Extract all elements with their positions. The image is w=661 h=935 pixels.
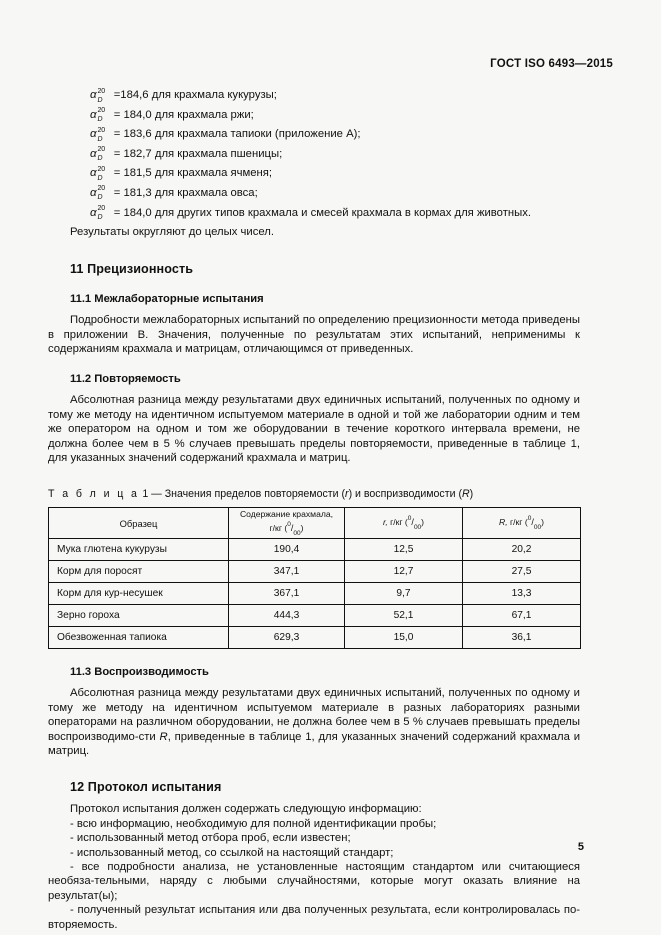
table-header-R-label: R,: [499, 517, 508, 528]
formula-line: [48, 125, 580, 145]
page-number: 5: [577, 841, 584, 853]
formula-line: [48, 86, 580, 106]
table-cell-r: 15,0: [345, 627, 463, 649]
list-item: - полученный результат испытания или два полученных результата, если контролировалась по-вторяемость.: [48, 904, 580, 931]
permille-slash: /: [531, 517, 534, 528]
table-row: [49, 561, 581, 583]
table-cell-R: 36,1: [463, 627, 581, 649]
table-caption-label: Т а б л и ц а: [48, 488, 140, 501]
section-11-2-heading: 11.2 Повторяемость: [70, 373, 181, 386]
formula-text: = 182,7 для крахмала пшеницы;: [113, 147, 283, 160]
alpha-subscript: D: [97, 96, 103, 104]
alpha-subscript: D: [97, 194, 103, 202]
alpha-subscript: D: [97, 214, 103, 222]
section-11-3-italic-R: R: [159, 730, 168, 743]
alpha-subscript: D: [97, 135, 103, 143]
table-caption-italic-r: r: [345, 488, 349, 501]
table-cell-starch: 367,1: [229, 583, 345, 605]
table-cell-sample: Обезвоженная тапиока: [49, 627, 229, 649]
permille-close-paren: ): [300, 522, 304, 533]
permille-open-paren: (: [404, 517, 408, 528]
table-caption: [48, 487, 580, 501]
table-header-r-unit: г/кг: [390, 517, 403, 528]
table-header-sample-label: Образец: [119, 517, 158, 529]
table-cell-R: 27,5: [463, 561, 581, 583]
permille-numerator: 0: [287, 521, 291, 529]
section-12-intro: Протокол испытания должен содержать следующую информацию:: [70, 803, 422, 816]
alpha-symbol: α 20 D: [90, 204, 97, 224]
section-11-3-text-2: , приведенные в таблице 1, для указанных значений содержаний крахмала и матриц.: [48, 730, 581, 758]
permille-denominator: 00: [533, 524, 542, 532]
table-cell-r: 12,7: [345, 561, 463, 583]
section-11-3-paragraph: [48, 686, 580, 758]
formula-text: = 184,0 для крахмала ржи;: [113, 108, 254, 121]
alpha-superscript: 20: [97, 185, 105, 193]
alpha-subscript: D: [97, 174, 103, 182]
section-11-1-heading: 11.1 Межлабораторные испытания: [70, 293, 264, 306]
table-caption-text-3: ): [469, 488, 474, 501]
permille-slash: /: [290, 522, 294, 533]
alpha-symbol: α 20 D: [90, 184, 97, 204]
table-cell-sample: Зерно гороха: [49, 605, 229, 627]
table-cell-R: 67,1: [463, 605, 581, 627]
table-header-r-label: r,: [382, 517, 388, 528]
report-requirements-list: [48, 817, 580, 932]
permille-close-paren: ): [541, 517, 544, 528]
table-caption-text-2: ) и воспризводимости (: [348, 488, 462, 501]
section-12-heading: 12 Протокол испытания: [70, 780, 222, 795]
table-caption-number: 1: [142, 488, 149, 501]
table-cell-r: 12,5: [345, 539, 463, 561]
alpha-superscript: 20: [97, 165, 105, 173]
alpha-subscript: D: [97, 116, 103, 124]
rounding-note: Результаты округляют до целых чисел.: [70, 226, 275, 239]
table-cell-r: 52,1: [345, 605, 463, 627]
formula-text: = 183,6 для крахмала тапиоки (приложение А);: [113, 128, 361, 141]
alpha-superscript: 20: [97, 87, 105, 95]
permille-close-paren: ): [421, 517, 425, 528]
permille-denominator: 00: [413, 524, 422, 532]
alpha-symbol: α 20 D: [90, 145, 97, 165]
section-11-2-paragraph: Абсолютная разница между результатами двух единичных испытаний, полученных по одному и тому же методу на идентичном испытуемом материале в одной и той же лаборатории одним и тем же оператором на одном и том же оборудовании в течение короткого интервала времени, не должна более чем в 5 % случаев превышать пределы повторяемости, приведенные в таблице 1, для указанных значений содержаний крахмала и матриц.: [48, 394, 580, 464]
formula-line: [48, 164, 580, 184]
table-row: [49, 583, 581, 605]
formula-block: [48, 86, 580, 223]
table-cell-starch: 347,1: [229, 561, 345, 583]
permille-unit: [284, 520, 303, 538]
table-cell-starch: 190,4: [229, 539, 345, 561]
permille-numerator: 0: [527, 515, 532, 523]
section-11-3-text-1: Абсолютная разница между результатами двух единичных испытаний, полученных по одному и тому же методу на идентичном испытуемом материале в разных лабораториях разными операторами на различном оборудовании, не должна более чем в 5 % случаев превышать пределы воспроизводимо-сти: [48, 687, 580, 743]
table-header-reproducibility: [463, 508, 581, 539]
page-content: [48, 86, 580, 932]
alpha-superscript: 20: [97, 205, 105, 213]
table-cell-sample: Корм для поросят: [49, 561, 229, 583]
list-item: - использованный метод, со ссылкой на настоящий стандарт;: [70, 846, 394, 859]
list-item: - использованный метод отбора проб, если известен;: [70, 832, 351, 845]
permille-open-paren: (: [284, 522, 288, 533]
formula-line: [48, 184, 580, 204]
table-cell-starch: 444,3: [229, 605, 345, 627]
table-header-repeatability: [345, 508, 463, 539]
list-item: - всю информацию, необходимую для полной идентификации пробы;: [70, 817, 437, 830]
alpha-symbol: α 20 D: [90, 125, 97, 145]
formula-text: = 181,3 для крахмала овса;: [113, 186, 258, 199]
section-11-1-paragraph: Подробности межлабораторных испытаний по определению прецизионности метода приведены в приложении В. Значения, полученные по результатам этих испытаний, неприменимы к содержаниям крахмала и матрицам, отличающимся от приведенных.: [48, 314, 580, 355]
alpha-symbol: α 20 D: [90, 86, 97, 106]
table-header-starch-unit: г/кг: [269, 522, 282, 533]
table-header-R-unit: г/кг: [510, 517, 523, 528]
list-item: - все подробности анализа, не установленные настоящим стандартом или считающиеся необяза-тельными, наряду с любыми случайностями, которые могут оказать влияние на результат(ы);: [48, 861, 580, 902]
table-header-row: [49, 508, 581, 539]
formula-line: [48, 145, 580, 165]
table-row: [49, 539, 581, 561]
formula-text: = 184,0 для других типов крахмала и смесей крахмала в кормах для животных.: [113, 206, 532, 219]
table-cell-R: 13,3: [463, 583, 581, 605]
table-cell-sample: Корм для кур-несушек: [49, 583, 229, 605]
table-caption-dash: —: [151, 488, 162, 501]
table-header-starch-label: Содержание крахмала,: [239, 508, 334, 519]
permille-unit: [525, 514, 544, 532]
table-row: [49, 627, 581, 649]
alpha-superscript: 20: [97, 107, 105, 115]
table-cell-r: 9,7: [345, 583, 463, 605]
permille-numerator: 0: [407, 515, 412, 523]
table-cell-sample: Мука глютена кукурузы: [49, 539, 229, 561]
formula-line: [48, 106, 580, 126]
table-header-sample: [49, 508, 229, 539]
permille-slash: /: [411, 517, 414, 528]
alpha-symbol: α 20 D: [90, 106, 97, 126]
alpha-superscript: 20: [97, 146, 105, 154]
table-caption-italic-R: R: [461, 488, 470, 501]
permille-open-paren: (: [524, 517, 528, 528]
formula-text: = 181,5 для крахмала ячменя;: [113, 167, 273, 180]
alpha-subscript: D: [97, 155, 103, 163]
alpha-superscript: 20: [97, 126, 105, 134]
permille-unit: [405, 514, 424, 532]
table-header-starch-content: [229, 508, 345, 539]
precision-limits-table: [48, 507, 581, 649]
alpha-symbol: α 20 D: [90, 164, 97, 184]
section-11-heading: 11 Прецизионность: [70, 262, 194, 277]
page-header-standard-number: ГОСТ ISO 6493—2015: [490, 58, 613, 70]
permille-denominator: 00: [293, 530, 301, 538]
section-11-3-heading: 11.3 Воспроизводимость: [70, 666, 209, 679]
table-cell-starch: 629,3: [229, 627, 345, 649]
table-cell-R: 20,2: [463, 539, 581, 561]
formula-text: =184,6 для крахмала кукурузы;: [113, 89, 277, 101]
table-row: [49, 605, 581, 627]
table-caption-text-1: Значения пределов повторяемости (: [164, 488, 346, 501]
formula-line: [48, 204, 580, 224]
